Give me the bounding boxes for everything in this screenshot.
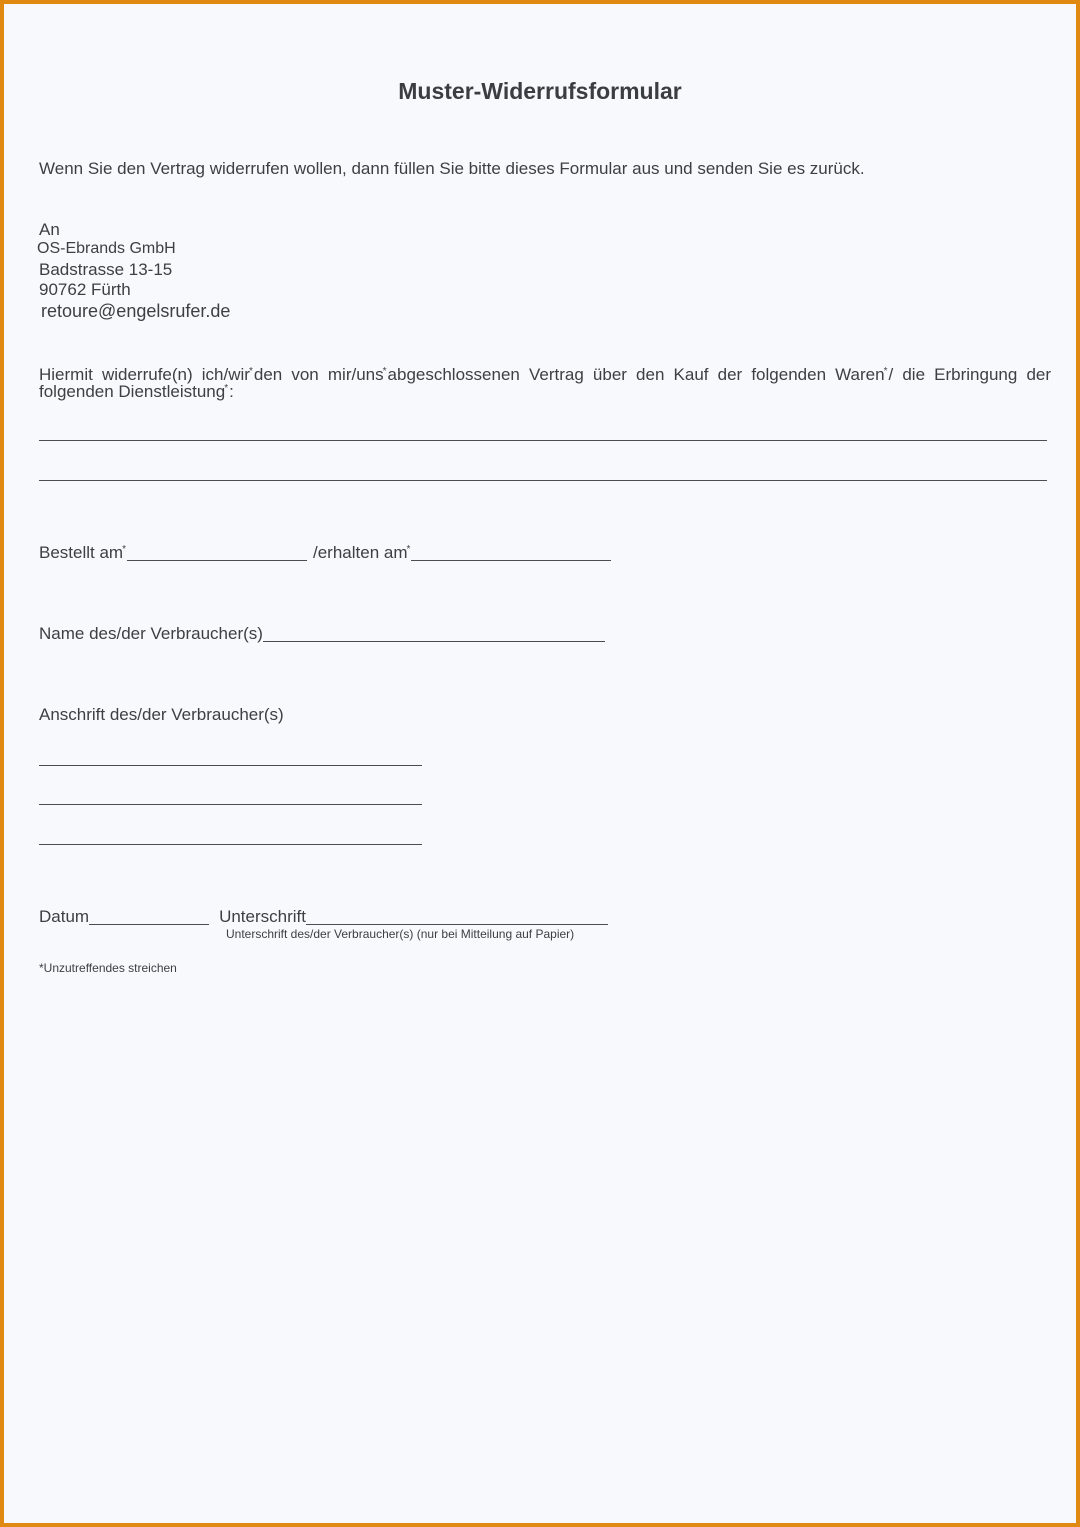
asterisk-2: * bbox=[382, 366, 387, 377]
name-label: Name des/der Verbraucher(s) bbox=[39, 624, 263, 643]
form-title: Muster-Widerrufsformular bbox=[398, 78, 682, 104]
erhalten-label: /erhalten am bbox=[313, 543, 408, 562]
unterschrift-label: Unterschrift bbox=[219, 907, 306, 926]
recipient-an: An bbox=[39, 220, 60, 239]
address-line-2[interactable] bbox=[39, 804, 422, 805]
address-line-1[interactable] bbox=[39, 765, 422, 766]
address-line-3[interactable] bbox=[39, 844, 422, 845]
declaration-line-2 bbox=[39, 382, 234, 402]
erhalten-date-field[interactable] bbox=[411, 546, 611, 561]
recipient-email: retoure@engelsrufer.de bbox=[41, 301, 231, 321]
footnote: *Unzutreffendes streichen bbox=[39, 961, 177, 975]
bestellt-label: Bestellt am bbox=[39, 543, 124, 562]
goods-line-2[interactable] bbox=[39, 480, 1047, 481]
datum-label: Datum bbox=[39, 907, 90, 926]
dates-row bbox=[39, 543, 611, 563]
declaration-part-3: abgeschlossenen Vertrag über den Kauf der folgenden Waren bbox=[387, 365, 885, 384]
asterisk-1: * bbox=[248, 366, 253, 377]
asterisk-6: * bbox=[406, 544, 411, 555]
asterisk-4: * bbox=[224, 383, 229, 394]
asterisk-5: * bbox=[122, 544, 126, 555]
declaration-part-4: / die Erbringung der bbox=[888, 365, 1052, 384]
declaration-part-5: folgenden Dienstleistung bbox=[39, 382, 226, 401]
name-row bbox=[39, 624, 605, 644]
datum-field[interactable] bbox=[89, 910, 209, 925]
anschrift-label: Anschrift des/der Verbraucher(s) bbox=[39, 705, 284, 724]
unterschrift-hint: Unterschrift des/der Verbraucher(s) (nur bei Mitteilung auf Papier) bbox=[226, 927, 575, 941]
name-field[interactable] bbox=[263, 627, 605, 642]
unterschrift-field[interactable] bbox=[306, 910, 608, 925]
asterisk-3: * bbox=[883, 366, 888, 377]
recipient-city: 90762 Fürth bbox=[39, 280, 131, 299]
recipient-street: Badstrasse 13-15 bbox=[39, 260, 173, 279]
intro-text: Wenn Sie den Vertrag widerrufen wollen, dann füllen Sie bitte dieses Formular aus und senden Sie es zurück. bbox=[39, 159, 865, 178]
goods-line-1[interactable] bbox=[39, 440, 1047, 441]
bestellt-date-field[interactable] bbox=[127, 546, 307, 561]
declaration-part-2: den von mir/uns bbox=[253, 365, 384, 384]
document-page bbox=[8, 8, 1072, 1519]
recipient-company: OS-Ebrands GmbH bbox=[37, 240, 176, 257]
declaration-part-1: Hiermit widerrufe(n) ich/wir bbox=[39, 365, 250, 384]
declaration-part-6: : bbox=[229, 382, 234, 401]
signature-row bbox=[39, 907, 608, 927]
